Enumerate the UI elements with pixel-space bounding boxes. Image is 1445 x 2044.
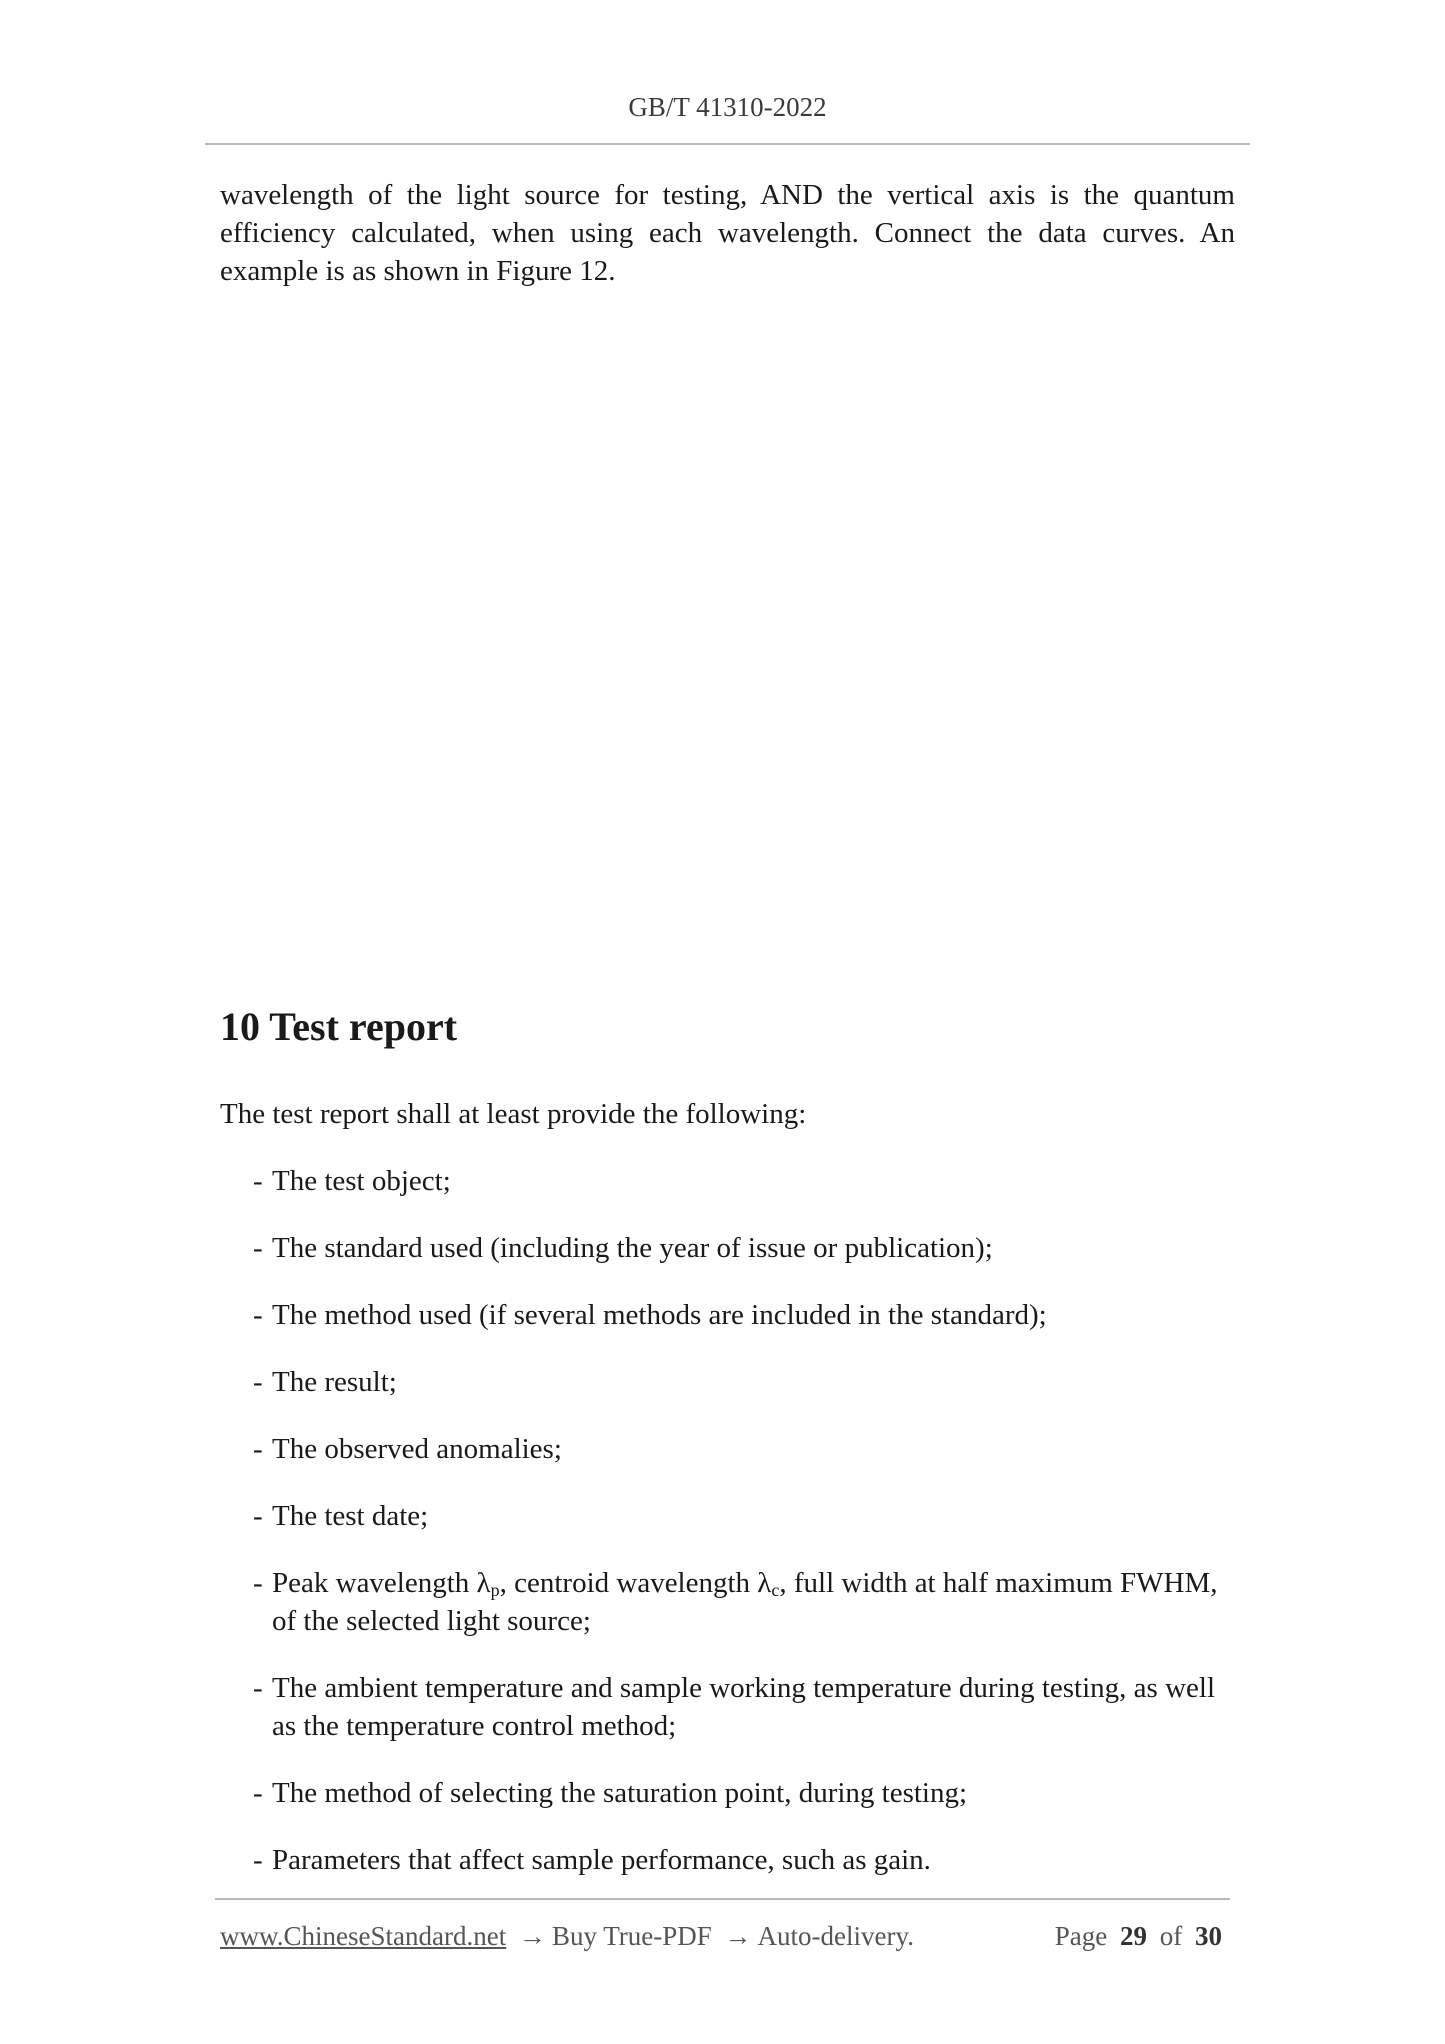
dash-bullet: - — [253, 1844, 263, 1876]
site-link[interactable]: www.ChineseStandard.net — [220, 1921, 507, 1951]
section-lead-paragraph: The test report shall at least provide the following: — [220, 1098, 807, 1130]
total-page-number: 30 — [1195, 1921, 1222, 1951]
list-item-text: The result; — [272, 1366, 397, 1398]
list-item-text: The method used (if several methods are included in the standard); — [272, 1299, 1047, 1331]
wavelength-text-post: , full width at half maximum FWHM, of the selected light source; — [272, 1567, 1218, 1637]
dash-bullet: - — [253, 1165, 263, 1197]
list-item-text: The method of selecting the saturation point, during testing; — [272, 1777, 968, 1809]
list-item-text: The ambient temperature and sample working temperature during testing, as well as the temperature control method; — [272, 1672, 1215, 1742]
dash-bullet: - — [253, 1232, 263, 1264]
list-item-text: Parameters that affect sample performance, such as gain. — [272, 1844, 931, 1876]
page-header — [205, 92, 1250, 123]
dash-bullet: - — [253, 1299, 263, 1331]
footer-links — [220, 1921, 914, 1952]
list-item-wavelength — [253, 1564, 1238, 1640]
list-item-text — [272, 1567, 1218, 1637]
page-label: Page — [1054, 1921, 1108, 1951]
list-item — [253, 1430, 1238, 1468]
dash-bullet: - — [253, 1567, 263, 1599]
test-report-list — [253, 1162, 1238, 1908]
page-footer — [220, 1921, 1228, 1952]
header-divider — [205, 143, 1250, 145]
intro-paragraph: wavelength of the light source for testing, AND the vertical axis is the quantum efficiency calculated, when using each wavelength. Connect the data curves. An example is as shown in Figure 12. — [220, 179, 1235, 287]
dash-bullet: - — [253, 1672, 263, 1704]
dash-bullet: - — [253, 1433, 263, 1465]
list-item-text: The observed anomalies; — [272, 1433, 562, 1465]
current-page-number: 29 — [1120, 1921, 1147, 1951]
list-item — [253, 1669, 1238, 1745]
list-item-text: The test date; — [272, 1500, 429, 1532]
wavelength-text-mid: , centroid wavelength λ — [499, 1567, 772, 1599]
list-item-text: The test object; — [272, 1165, 451, 1197]
centroid-subscript: c — [771, 1580, 780, 1600]
dash-bullet: - — [253, 1777, 263, 1809]
buy-true-pdf-text: Buy True-PDF — [551, 1921, 712, 1951]
list-item — [253, 1497, 1238, 1535]
dash-bullet: - — [253, 1366, 263, 1398]
list-item — [253, 1229, 1238, 1267]
auto-delivery-text: Auto-delivery. — [757, 1921, 914, 1951]
arrow-right-icon: → — [724, 1921, 752, 1951]
document-id: GB/T 41310-2022 — [628, 92, 827, 122]
list-item — [253, 1162, 1238, 1200]
list-item — [253, 1841, 1238, 1879]
list-item-text: The standard used (including the year of issue or publication); — [272, 1232, 993, 1264]
dash-bullet: - — [253, 1500, 263, 1532]
peak-subscript: p — [490, 1580, 500, 1600]
wavelength-text-pre: Peak wavelength λ — [272, 1567, 491, 1599]
page-counter — [1055, 1921, 1228, 1952]
of-label: of — [1159, 1921, 1183, 1951]
arrow-right-icon: → — [518, 1921, 546, 1951]
list-item — [253, 1774, 1238, 1812]
footer-divider — [215, 1898, 1230, 1900]
list-item — [253, 1296, 1238, 1334]
list-item — [253, 1363, 1238, 1401]
section-title: 10 Test report — [220, 1004, 458, 1049]
